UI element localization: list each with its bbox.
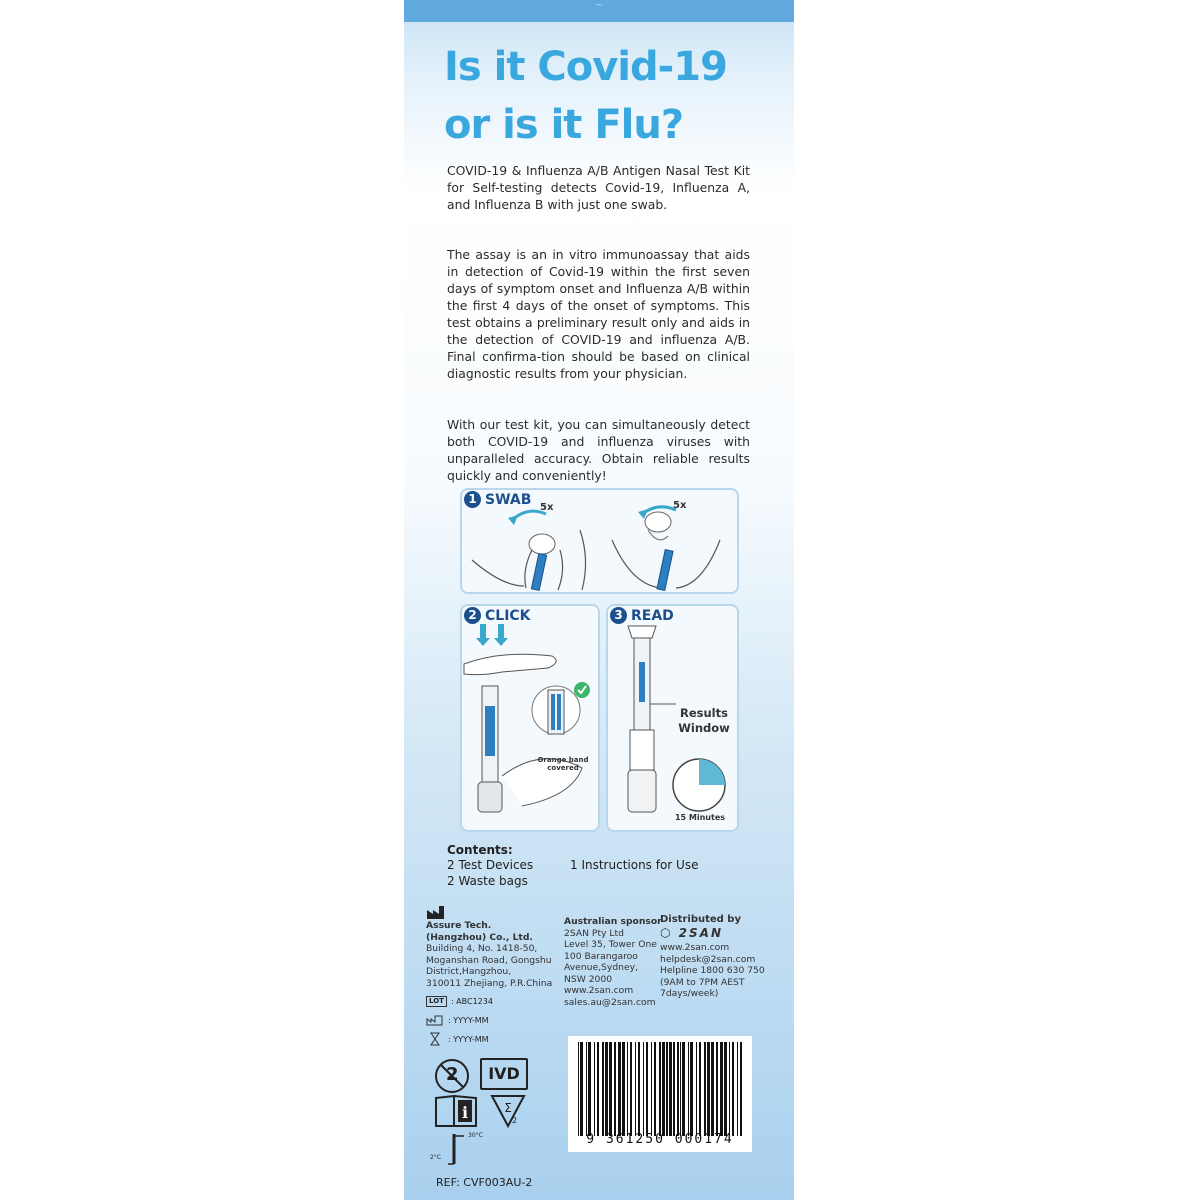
barcode-bar (622, 1042, 625, 1136)
single-use-digit: 2 (446, 1064, 459, 1085)
barcode-bar (627, 1042, 628, 1136)
timer-icon (670, 756, 728, 814)
barcode-bar (609, 1042, 612, 1136)
results-window-label (676, 706, 732, 736)
barcode-bar (630, 1042, 632, 1136)
reference-number: REF: CVF003AU-2 (436, 1176, 533, 1189)
barcode-bar (673, 1042, 675, 1136)
manufacturer-icon (426, 904, 450, 920)
barcode-bar (707, 1042, 710, 1136)
headline (444, 38, 727, 154)
sponsor-line-7: sales.au@2san.com (564, 996, 656, 1008)
sponsor-block (564, 916, 662, 1008)
barcode-bar (635, 1042, 636, 1136)
temperature-high: 30°C (468, 1132, 483, 1139)
contents-item-instructions: 1 Instructions for Use (570, 858, 699, 872)
distributor-line-5: 7days/week) (660, 988, 719, 999)
barcode-bar (680, 1042, 681, 1136)
lot-symbol: LOT (426, 996, 447, 1007)
manufacturer-name-2: (Hangzhou) Co., Ltd. (426, 931, 533, 943)
contents-item-devices: 2 Test Devices (447, 858, 534, 872)
contents-item-bags: 2 Waste bags (447, 874, 528, 888)
lot-value: : ABC1234 (450, 997, 493, 1006)
orange-band-note: Orange band covered (537, 756, 589, 772)
distributor-line-1: www.2san.com (660, 942, 730, 953)
barcode-bar (696, 1042, 697, 1136)
barcode-bar (720, 1042, 723, 1136)
barcode-bar (740, 1042, 742, 1136)
barcode-bar (690, 1042, 693, 1136)
swab-step-label: SWAB (485, 491, 532, 508)
barcode-bar (643, 1042, 644, 1136)
intro-paragraph: COVID-19 & Influenza A/B Antigen Nasal Test Kit for Self-testing detects Covid-19, Influenza A, and Influenza B with just one swab. (447, 163, 750, 212)
svg-text:Σ: Σ (504, 1101, 512, 1115)
contains-tests-count: 2 (512, 1116, 518, 1125)
lot-row (426, 996, 493, 1007)
hourglass-icon (426, 1032, 444, 1046)
distributor-block (660, 914, 765, 1000)
barcode-bar (677, 1042, 679, 1136)
barcode-bar (729, 1042, 730, 1136)
sponsor-line-3: 100 Barangaroo (564, 950, 638, 962)
barcode-bar (666, 1042, 668, 1136)
barcode (568, 1036, 752, 1152)
barcode-bar (618, 1042, 621, 1136)
temperature-low: 2°C (430, 1154, 442, 1161)
manufacture-date-row (426, 1014, 489, 1026)
barcode-bar (597, 1042, 599, 1136)
click-device-illustration (462, 606, 598, 830)
manufacture-date-value: : YYYY-MM (448, 1015, 489, 1025)
distributor-line-4: (9AM to 7PM AEST (660, 976, 745, 988)
step-number-badge: 1 (464, 491, 481, 508)
manufacturer-name-1: Assure Tech. (426, 920, 492, 931)
barcode-bar (711, 1042, 714, 1136)
click-step-label: CLICK (485, 607, 531, 624)
sponsor-line-4: Avenue,Sydney, (564, 962, 638, 973)
barcode-bar (682, 1042, 685, 1136)
barcode-bar (594, 1042, 595, 1136)
manufacturer-address-1: Building 4, No. 1418-50, (426, 943, 538, 954)
barcode-bar (716, 1042, 718, 1136)
barcode-number: 9 361250 000174 (586, 1132, 734, 1147)
logo-hex-icon: ⬡ (660, 925, 673, 940)
step-number-badge: 3 (610, 607, 627, 624)
product-box-back (404, 0, 794, 1200)
barcode-bar (688, 1042, 689, 1136)
barcode-bar (602, 1042, 604, 1136)
read-step-label: READ (631, 607, 674, 624)
headline-line1: Is it Covid-19 (444, 44, 727, 90)
top-strip (404, 0, 794, 22)
barcode-bar (605, 1042, 608, 1136)
temperature-limit-icon (448, 1132, 468, 1170)
barcode-bar (732, 1042, 734, 1136)
results-window-line1: Results (680, 706, 728, 720)
ivd-symbol: IVD (480, 1058, 528, 1090)
barcode-bar (580, 1042, 583, 1136)
step-number-badge: 2 (464, 607, 481, 624)
barcode-bar (588, 1042, 591, 1136)
headline-line2: or is it Flu? (444, 102, 684, 148)
timer-label: 15 Minutes (674, 813, 726, 822)
contents-title: Contents: (447, 843, 513, 857)
timer-elapsed-segment (699, 759, 725, 785)
barcode-bar (578, 1042, 579, 1136)
barcode-bar (651, 1042, 652, 1136)
swab-step-panel (460, 488, 739, 594)
distributor-logo (660, 925, 765, 940)
svg-text:i: i (461, 1103, 469, 1122)
click-step-panel (460, 604, 600, 832)
barcode-bar (724, 1042, 727, 1136)
barcode-bar (699, 1042, 701, 1136)
barcode-bar (659, 1042, 661, 1136)
top-strip-text: ~ (594, 0, 604, 11)
sponsor-line-2: Level 35, Tower One (564, 939, 657, 950)
barcode-bar (586, 1042, 587, 1136)
read-step-panel (606, 604, 739, 832)
results-window-line2: Window (678, 721, 730, 735)
contains-tests-icon (490, 1094, 526, 1128)
instructions-book-icon (434, 1094, 478, 1128)
barcode-bar (704, 1042, 706, 1136)
barcode-bar (737, 1042, 738, 1136)
distributor-title: Distributed by (660, 914, 741, 925)
nasal-swab-illustration (462, 490, 737, 592)
manufacturer-address-2: Moganshan Road, Gongshu (426, 954, 552, 966)
barcode-bar (614, 1042, 616, 1136)
expiry-date-row (426, 1032, 489, 1046)
expiry-date-value: : YYYY-MM (448, 1034, 489, 1044)
manufacture-date-icon (426, 1014, 444, 1026)
kit-paragraph: With our test kit, you can simultaneously detect both COVID-19 and influenza viruses with unparalleled accuracy. Obtain reliable results quickly and conveniently! (447, 417, 750, 483)
distributor-line-2: helpdesk@2san.com (660, 953, 756, 965)
barcode-bar (669, 1042, 672, 1136)
sponsor-line-5: NSW 2000 (564, 973, 613, 985)
sponsor-line-1: 2SAN Pty Ltd (564, 927, 624, 939)
manufacturer-address-3: District,Hangzhou, (426, 966, 512, 977)
distributor-line-3: Helpline 1800 630 750 (660, 965, 765, 976)
swab-repeat-right: 5x (673, 500, 687, 511)
barcode-bars (578, 1042, 744, 1136)
manufacturer-block (426, 920, 552, 989)
assay-paragraph: The assay is an in vitro immunoassay that aids in detection of Covid-19 within the first seven days of symptom onset and Influenza A/B within the first 4 days of the onset of symptoms. This test obtains a preliminary result only and aids in the detection of COVID-19 and influenza A/B. Final confirma-tion should be based on clinical diagnostic results from your physician. (447, 247, 750, 381)
distributor-logo-text: 2SAN (678, 925, 723, 940)
manufacturer-address-4: 310011 Zhejiang, P.R.China (426, 977, 553, 989)
barcode-bar (654, 1042, 656, 1136)
barcode-bar (646, 1042, 648, 1136)
barcode-bar (662, 1042, 665, 1136)
sponsor-title: Australian sponsor (564, 916, 662, 927)
barcode-bar (638, 1042, 640, 1136)
sponsor-line-6: www.2san.com (564, 985, 634, 996)
swab-repeat-left: 5x (540, 502, 554, 513)
